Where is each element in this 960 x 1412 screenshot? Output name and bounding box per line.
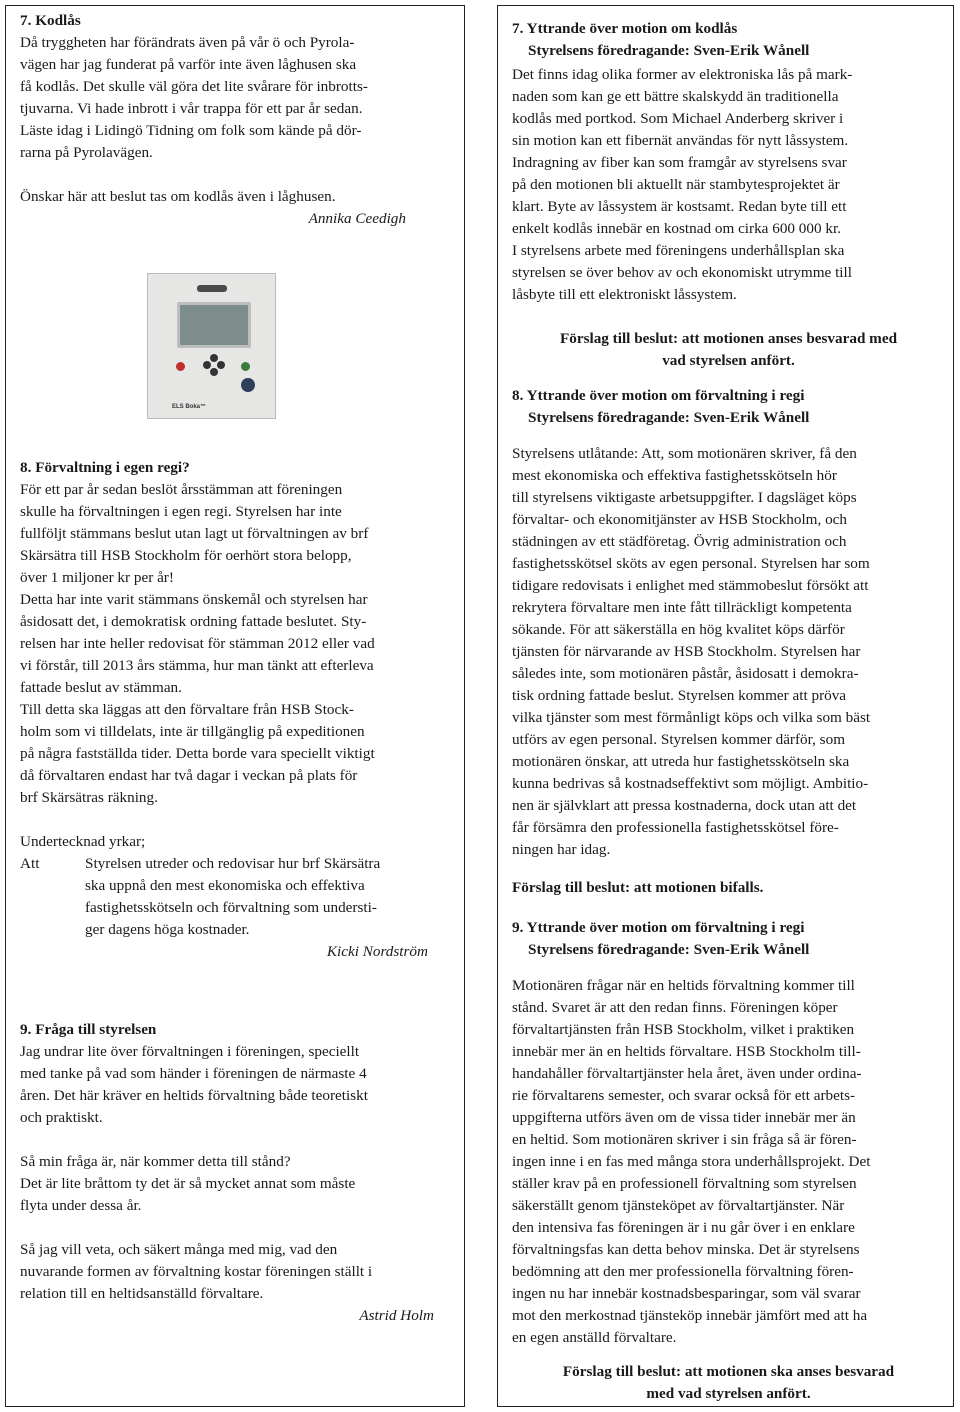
brand-logo xyxy=(197,285,227,292)
section-title: 9. Fråga till styrelsen xyxy=(20,1021,157,1038)
text-line: ska uppnå den mest ekonomiska och effektiva xyxy=(85,877,365,894)
text-line: bedömning att den mer professionella förvaltning fören- xyxy=(512,1263,854,1280)
text-line: ingen nu har innebär kostnadsbesparingar, som väl svarar xyxy=(512,1285,861,1302)
text-line: I styrelsens arbete med föreningens underhållsplan ska xyxy=(512,242,845,259)
text-line: fullföljt stämmans beslut utan lagt ut förvaltningen av brf xyxy=(20,525,369,542)
proposal xyxy=(512,328,945,372)
request-text: Önskar här att beslut tas om kodlås även i låghusen. xyxy=(20,188,336,205)
text-line: tjänsten för närvarande av HSB Stockholm. Styrelsen har xyxy=(512,643,861,660)
text-line: då förvaltaren endast har två dagar i veckan på plats för xyxy=(20,767,358,784)
response-7-kodlas xyxy=(512,18,945,372)
paragraph-3 xyxy=(20,1239,456,1305)
proposal: Förslag till beslut: att motionen bifalls. xyxy=(512,879,764,896)
motion-att xyxy=(20,853,456,941)
text-line: relsen har inte heller redovisat för stämman 2012 eller vad xyxy=(20,635,375,652)
text-line: kodlås med portkod. Som Michael Anderberg skriver i xyxy=(512,110,844,127)
response-9-forvaltning xyxy=(512,917,945,1405)
text-line: Förslag till beslut: att motionen ska anses besvarad xyxy=(562,1363,895,1380)
text-line: med vad styrelsen anfört. xyxy=(646,1385,811,1402)
right-column xyxy=(497,5,954,1407)
response-heading xyxy=(512,385,945,429)
left-column xyxy=(5,5,465,1407)
signature: Kicki Nordström xyxy=(326,943,428,960)
response-8-forvaltning xyxy=(512,385,945,899)
section-body xyxy=(20,32,456,164)
text-line: och praktiskt. xyxy=(20,1109,103,1126)
response-body xyxy=(512,975,945,1349)
text-line: innebär mer än en heltids förvaltare. HSB Stockholm till- xyxy=(512,1043,861,1060)
proposal xyxy=(512,1361,945,1405)
response-presenter: Styrelsens föredragande: Sven-Erik Wånell xyxy=(528,941,810,958)
response-body xyxy=(512,64,945,306)
section-9-fraga xyxy=(20,1019,456,1327)
text-line: holm som vi tilldelats, inte är tillgänglig på expeditionen xyxy=(20,723,365,740)
text-line: ningen har idag. xyxy=(512,841,611,858)
text-line: Skärsätra till HSB Stockholm för oerhört stora belopp, xyxy=(20,547,352,564)
text-line: tjuvarna. Vi hade inbrott i vår trappa för ett par år sedan. xyxy=(20,100,363,117)
text-line: rie förvaltarens semester, och svarar också för ett arbets- xyxy=(512,1087,856,1104)
text-line: vilka tjänster som mest förmånligt köps och vilka som bäst xyxy=(512,709,871,726)
text-line: Då tryggheten har förändrats även på vår ö och Pyrola- xyxy=(20,34,355,51)
text-line: Jag undrar lite över förvaltningen i föreningen, speciellt xyxy=(20,1043,360,1060)
text-line: låsbyte till ett elektroniskt låssystem. xyxy=(512,286,737,303)
navigation-pad-icon xyxy=(203,354,225,376)
text-line: fastighetsskötseln och förvaltning som understi- xyxy=(85,899,377,916)
text-line: rekrytera förvaltare men inte fått tillräckligt kompetenta xyxy=(512,599,852,616)
text-line: säkerställt genom tjänsteköpet av förvaltartjänster. När xyxy=(512,1197,845,1214)
text-line: får försämra den professionella fastighetsskötsel före- xyxy=(512,819,839,836)
response-heading xyxy=(512,917,945,961)
text-line: nen är självklart att pressa kostnaderna, dock utan att det xyxy=(512,797,857,814)
text-line: skulle ha förvaltningen i egen regi. Styrelsen har inte xyxy=(20,503,342,520)
signature: Annika Ceedigh xyxy=(308,210,406,227)
signature: Astrid Holm xyxy=(359,1307,434,1324)
paragraph-2 xyxy=(20,1151,456,1217)
text-line: utförs av egen personal. Styrelsen kommer därför, som xyxy=(512,731,846,748)
response-presenter: Styrelsens föredragande: Sven-Erik Wånell xyxy=(528,42,810,59)
text-line: till styrelsens viktigaste arbetsuppgifter. I dagsläget köps xyxy=(512,489,857,506)
text-line: mot den merkostnad tjänsteköp innebär jämfört med att ha xyxy=(512,1307,868,1324)
text-line: relation till en heltidsanställd förvaltare. xyxy=(20,1285,264,1302)
text-line: således inte, som motionären påstår, åsidosatt i demokra- xyxy=(512,665,859,682)
text-line: på den motionen bli aktuellt när stambytesprojektet är xyxy=(512,176,840,193)
section-title: 7. Kodlås xyxy=(20,12,81,29)
text-line: För ett par år sedan beslöt årsstämman att föreningen xyxy=(20,481,343,498)
text-line: tisk ordning fattade beslut. Styrelsen kommer att pröva xyxy=(512,687,847,704)
text-line: flyta under dessa år. xyxy=(20,1197,142,1214)
text-line: över 1 miljoner kr per år! xyxy=(20,569,174,586)
ok-button-icon xyxy=(241,362,250,371)
text-line: Indragning av fiber kan som framgår av styrelsens svar xyxy=(512,154,847,171)
section-title: 8. Förvaltning i egen regi? xyxy=(20,459,190,476)
text-line: uppgifterna utförs även om de vissa tider innebär mer än xyxy=(512,1109,856,1126)
text-line: förvaltningsfas kan detta behov minska. Det är styrelsens xyxy=(512,1241,860,1258)
text-line: på några fastställda tider. Detta borde vara speciellt viktigt xyxy=(20,745,375,762)
text-line: Styrelsens utlåtande: Att, som motionären skriver, få den xyxy=(512,445,857,462)
response-presenter: Styrelsens föredragande: Sven-Erik Wånell xyxy=(528,409,810,426)
text-line: styrelsen se över behov av och ekonomiskt utrymme till xyxy=(512,264,852,281)
text-line: Detta har inte varit stämmans önskemål och styrelsen har xyxy=(20,591,368,608)
response-body xyxy=(512,443,945,861)
text-line: sökande. För att säkerställa en hög kvalitet köps därför xyxy=(512,621,845,638)
text-line: åren. Det här kräver en heltids förvaltning både teoretiskt xyxy=(20,1087,368,1104)
text-line: Det är lite bråttom ty det är så mycket annat som måste xyxy=(20,1175,356,1192)
paragraph-1 xyxy=(20,1041,456,1129)
text-line: vägen har jag funderat på varför inte även låghusen ska xyxy=(20,56,357,73)
text-line: åsidosatt det, i demokratisk ordning fattade beslutet. Sty- xyxy=(20,613,367,630)
response-heading xyxy=(512,18,945,62)
text-line: nuvarande formen av förvaltning kostar föreningen ställt i xyxy=(20,1263,373,1280)
text-line: kunna bedrivas så kostnadseffektivt som möjligt. Ambitio- xyxy=(512,775,869,792)
text-line: Så min fråga är, när kommer detta till stånd? xyxy=(20,1153,291,1170)
text-line: naden som kan ge ett bättre skalskydd än traditionella xyxy=(512,88,839,105)
text-line: städningen av ett städföretag. Övrig administration och xyxy=(512,533,847,550)
response-title: 7. Yttrande över motion om kodlås xyxy=(512,20,738,37)
device-screen xyxy=(177,302,251,348)
att-text xyxy=(20,853,456,941)
text-line: mest ekonomiska och effektiva fastighetsskötseln hör xyxy=(512,467,837,484)
key-reader-icon xyxy=(241,378,255,392)
text-line: Det finns idag olika former av elektroniska lås på mark- xyxy=(512,66,853,83)
response-title: 8. Yttrande över motion om förvaltning i regi xyxy=(512,387,805,404)
signed-text: Undertecknad yrkar; xyxy=(20,833,146,850)
text-line: få kodlås. Det skulle väl göra det lite svårare för inbrotts- xyxy=(20,78,368,95)
text-line: Förslag till beslut: att motionen anses besvarad med xyxy=(559,330,898,347)
text-line: Till detta ska läggas att den förvaltare från HSB Stock- xyxy=(20,701,354,718)
text-line: ger dagens höga kostnader. xyxy=(85,921,250,938)
response-title: 9. Yttrande över motion om förvaltning i regi xyxy=(512,919,805,936)
device-label: ELS Boka™ xyxy=(172,404,207,410)
text-line: Så jag vill veta, och säkert många med mig, vad den xyxy=(20,1241,338,1258)
text-line: rarna på Pyrolavägen. xyxy=(20,144,153,161)
back-button-icon xyxy=(176,362,185,371)
text-line: den intensiva fas föreningen är i nu går över i en enklare xyxy=(512,1219,855,1236)
text-line: fattade beslut av stämman. xyxy=(20,679,182,696)
door-code-device-photo xyxy=(147,273,276,419)
section-7-kodlas xyxy=(20,10,456,230)
text-line: en egen anställd förvaltare. xyxy=(512,1329,677,1346)
text-line: brf Skärsätras räkning. xyxy=(20,789,158,806)
att-label: Att xyxy=(20,855,40,872)
text-line: Styrelsen utreder och redovisar hur brf Skärsätra xyxy=(85,855,381,872)
text-line: tidigare redovisats i enlighet med stämmobeslut försökt att xyxy=(512,577,869,594)
text-line: förvaltar- och ekonomitjänster av HSB Stockholm, och xyxy=(512,511,848,528)
text-line: med tanke på vad som händer i föreningen de närmaste 4 xyxy=(20,1065,367,1082)
text-line: Läste idag i Lidingö Tidning om folk som kände på dör- xyxy=(20,122,362,139)
text-line: stånd. Svaret är att den redan finns. Föreningen köper xyxy=(512,999,838,1016)
section-body xyxy=(20,479,456,809)
text-line: motionären önskar, att utreda hur fastighetsskötseln ska xyxy=(512,753,850,770)
text-line: vad styrelsen anfört. xyxy=(662,352,795,369)
text-line: fastighetsskötsel sköts av egen personal. Styrelsen har som xyxy=(512,555,870,572)
text-line: vi förstår, till 2013 års stämma, hur man tänkt att efterleva xyxy=(20,657,374,674)
section-8-forvaltning xyxy=(20,457,456,963)
text-line: en heltid. Som motionären skriver i sin fråga så är fören- xyxy=(512,1131,857,1148)
text-line: förvaltartjänsten från HSB Stockholm, vilket i praktiken xyxy=(512,1021,855,1038)
text-line: sin motion kan ett fibernät användas för nytt låssystem. xyxy=(512,132,849,149)
text-line: enkelt kodlås innebär en kostnad om cirka 600 000 kr. xyxy=(512,220,841,237)
text-line: Motionären frågar när en heltids förvaltning kommer till xyxy=(512,977,855,994)
text-line: ingen inne i en fas med många stora underhållsprojekt. Det xyxy=(512,1153,871,1170)
text-line: ställer krav på en professionell förvaltning som styrelsen xyxy=(512,1175,857,1192)
text-line: handahåller förvaltartjänster hela året, även under ordina- xyxy=(512,1065,862,1082)
text-line: klart. Byte av låssystem är kostsamt. Redan byte till ett xyxy=(512,198,847,215)
